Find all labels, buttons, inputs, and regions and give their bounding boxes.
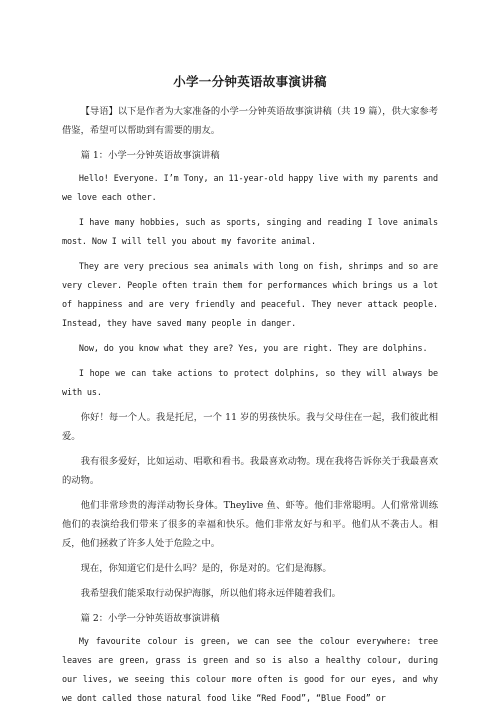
chinese-paragraph: 我有很多爱好，比如运动、唱歌和看书。我最喜欢动物。现在我将告诉你关于我最喜欢的动物。 [62,456,438,486]
english-paragraph: Hello! Everyone. I’m Tony, an 11-year-old happy live with my parents and we love each other. [62,173,438,202]
chinese-paragraph: 现在，你知道它们是什么吗？是的，你是对的。它们是海豚。 [80,563,332,574]
section-heading-1: 篇 1：小学一分钟英语故事演讲稿 [80,150,220,161]
intro-paragraph: 【导语】以下是作者为大家准备的小学一分钟英语故事演讲稿（共 19 篇），供大家参考借鉴，希望可以帮助到有需要的朋友。 [62,106,438,136]
chinese-paragraph: 我希望我们能采取行动保护海豚，所以他们将永远伴随着我们。 [80,588,341,599]
english-paragraph: I hope we can take actions to protect dolphins, so they will always be with us. [62,368,438,397]
section-heading-2: 篇 2：小学一分钟英语故事演讲稿 [80,613,220,624]
english-paragraph: Now, do you know what they are? Yes, you are right. They are dolphins. [78,343,428,353]
chinese-paragraph: 他们非常珍贵的海洋动物长身体。Theylive 鱼、虾等。他们非常聪明。人们常常训练他们的表演给我们带来了很多的幸福和快乐。他们非常友好与和平。他们从不袭击人。相反，他们拯救了许多人处于危险之中。 [62,500,438,549]
english-paragraph: I have many hobbies, such as sports, singing and reading I love animals most. Now I will tell you about my favorite animal. [62,217,438,246]
chinese-paragraph: 你好！每一个人。我是托尼，一个 11 岁的男孩快乐。我与父母住在一起，我们彼此相爱。 [62,412,438,442]
english-paragraph: My favourite colour is green, we can see the colour everywhere: tree leaves are green, grass is green and so is also a healthy colour, during our lives, we seeing this colour more often is good for our eyes, and why we dont called those natural food like “Red Food”, “Blue Food” or [62,636,438,703]
english-paragraph: They are very precious sea animals with long on fish, shrimps and so are very clever. People often train them for performances which brings us a lot of happiness and are very friendly and peaceful. They never attack people. Instead, they have saved many people in danger. [62,261,438,328]
page-title: 小学一分钟英语故事演讲稿 [173,74,327,89]
